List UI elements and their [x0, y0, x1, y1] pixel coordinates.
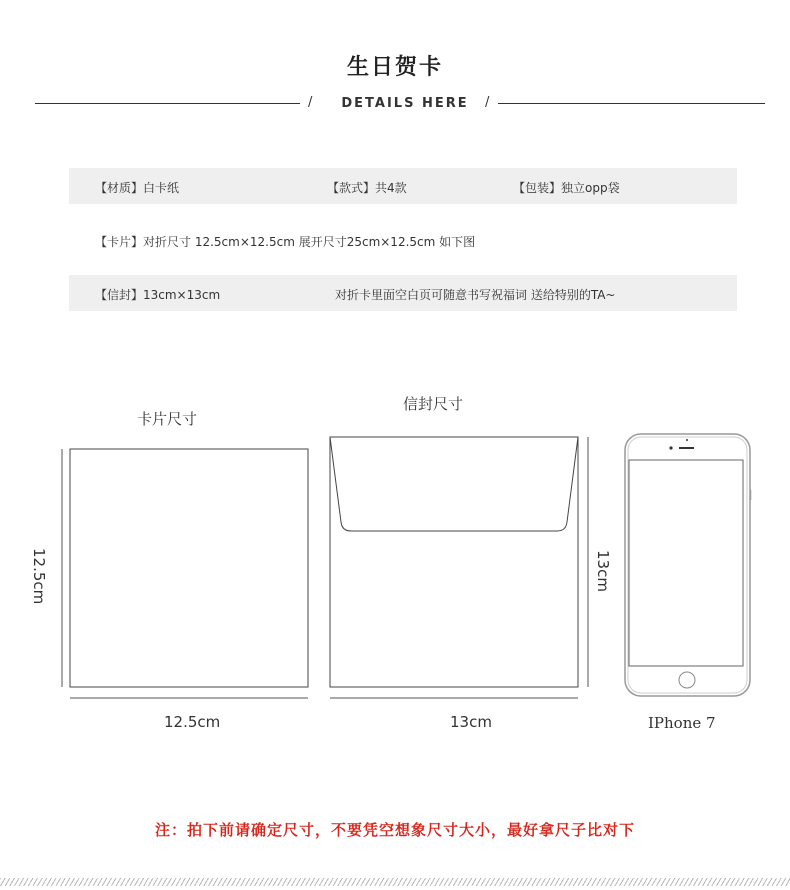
subtitle: DETAILS HERE [341, 96, 469, 111]
envelope-flap [330, 437, 578, 531]
spec-card: 【卡片】对折尺寸 12.5cm×12.5cm 展开尺寸25cm×12.5cm 如下图 [95, 235, 476, 249]
page-title: 生日贺卡 [346, 55, 443, 80]
card-outline [70, 449, 308, 687]
spec-packaging: 【包装】独立opp袋 [513, 181, 620, 195]
slash-left: / [308, 95, 313, 110]
size-warning-note: 注：拍下前请确定尺寸，不要凭空想象尺寸大小，最好拿尺子比对下 [154, 821, 635, 839]
envelope-width-label: 13cm [450, 713, 492, 731]
slash-right: / [485, 95, 490, 110]
phone-camera [669, 446, 672, 449]
phone-screen [629, 460, 743, 666]
phone-label: IPhone 7 [648, 714, 716, 732]
card-height-label: 12.5cm [30, 548, 48, 605]
envelope-size-title: 信封尺寸 [403, 395, 464, 413]
card-width-label: 12.5cm [164, 713, 221, 731]
phone-sensor [686, 439, 688, 441]
card-size-title: 卡片尺寸 [137, 410, 198, 428]
spec-material: 【材质】白卡纸 [95, 181, 180, 195]
spec-style: 【款式】共4款 [327, 181, 407, 195]
envelope-height-label: 13cm [594, 550, 612, 592]
bottom-divider [0, 878, 790, 886]
envelope-outline [330, 437, 578, 687]
spec-description: 对折卡里面空白页可随意书写祝福词 送给特别的TA~ [335, 288, 616, 302]
spec-envelope: 【信封】13cm×13cm [95, 288, 221, 302]
